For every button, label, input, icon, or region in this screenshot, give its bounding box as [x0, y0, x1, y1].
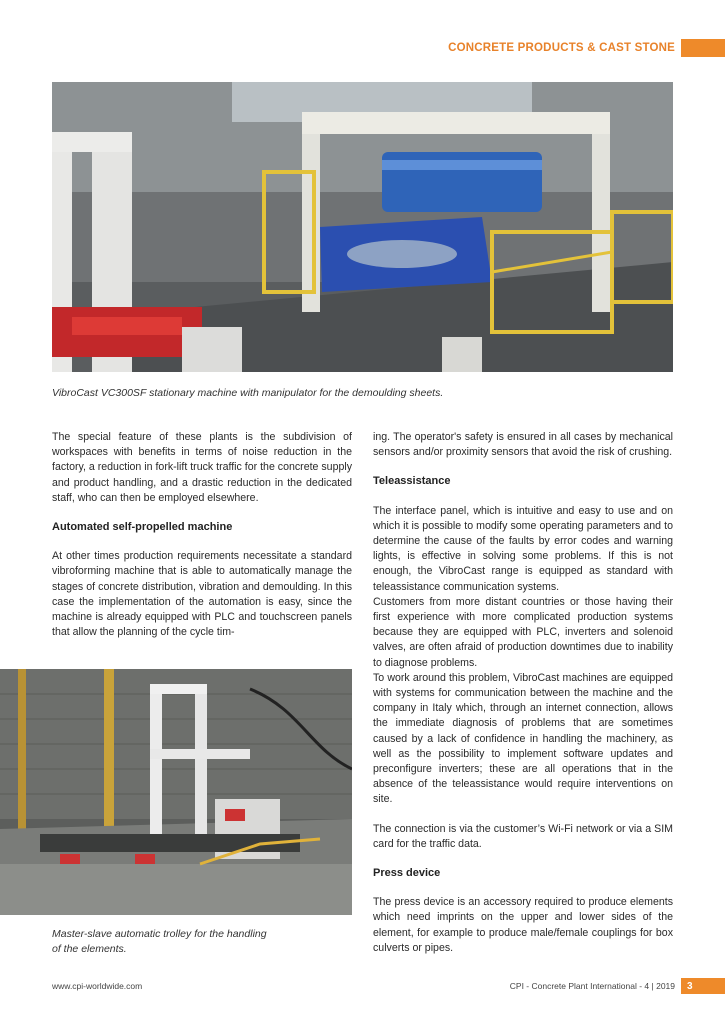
caption-line: of the elements. — [52, 943, 127, 955]
paragraph: The special feature of these plants is the subdivision of workspaces with benefits in terms of noise reduction in the factory, a reduction in fork-lift truck traffic for the concrete supply and product handling, and a drastic reduction in the dedicated staff, who can then be employed elsewhere. — [52, 431, 352, 504]
text-column-left — [52, 430, 352, 640]
paragraph: Customers from more distant countries or those having their first experience with more complicated production systems because they are equipped with PLC, inverters and solenoid valves, are often afraid of production downtimes due to inability to diagnose problems. — [373, 595, 673, 669]
footer-publication — [510, 978, 725, 994]
text-column-right — [373, 430, 673, 956]
photo-caption-middle — [52, 927, 352, 957]
section-header — [448, 38, 725, 58]
paragraph: The press device is an accessory required to produce elements which need imprints on the upper and lower sides of the element, for example to produce male/female couplings for box culverts or pipes. — [373, 896, 673, 954]
section-title: CONCRETE PRODUCTS & CAST STONE — [448, 42, 675, 54]
paragraph: To work around this problem, VibroCast machines are equipped with systems for communication between the machine and the company in Italy which, through an internet connection, allows the immediate diagnosis of problems that are sometimes caused by a lack of confidence in handling the machinery, as well as the possibility to implement software updates and preconfigure inverters; these are all operations that in the absence of the teleassistance would require interventions on site. — [373, 671, 673, 806]
paragraph: ing. The operator's safety is ensured in all cases by mechanical sensors and/or proximity sensors that avoid the risk of crushing. — [373, 431, 673, 459]
paragraph: At other times production requirements necessitate a standard vibroforming machine that is able to automatically manage the stages of concrete distribution, vibration and demoulding. In this case the implementation of the automation is easy, since the machine is already equipped with PLC and touchscreen panels that allow the planning of the cycle tim- — [52, 550, 352, 639]
heading-teleassistance: Teleassistance — [373, 475, 451, 488]
footer-website[interactable]: www.cpi-worldwide.com — [52, 981, 143, 991]
heading-press-device: Press device — [373, 867, 441, 880]
page-number: 3 — [681, 978, 725, 994]
section-accent-bar — [681, 39, 725, 57]
photo-caption-top: VibroCast VC300SF stationary machine with manipulator for the demoulding sheets. — [52, 387, 444, 399]
paragraph: The interface panel, which is intuitive and easy to use and on which it is possible to modify some operating parameters and to determine the cause of the faults by error codes and warning lights, is effective in solving some problems. If this is not enough, the VibroCast range is equipped as standard with teleassistance communication systems. — [373, 504, 673, 593]
caption-line: Master-slave automatic trolley for the handling — [52, 928, 267, 940]
publication-title: CPI - Concrete Plant International - 4 | 2019 — [509, 981, 675, 991]
heading-automated-machine: Automated self-propelled machine — [52, 521, 233, 534]
photo-master-slave-trolley — [0, 669, 352, 915]
photo-vibrocast-machine — [52, 82, 673, 372]
paragraph: The connection is via the customer’s Wi-Fi network or via a SIM card for the traffic data. — [373, 822, 673, 850]
